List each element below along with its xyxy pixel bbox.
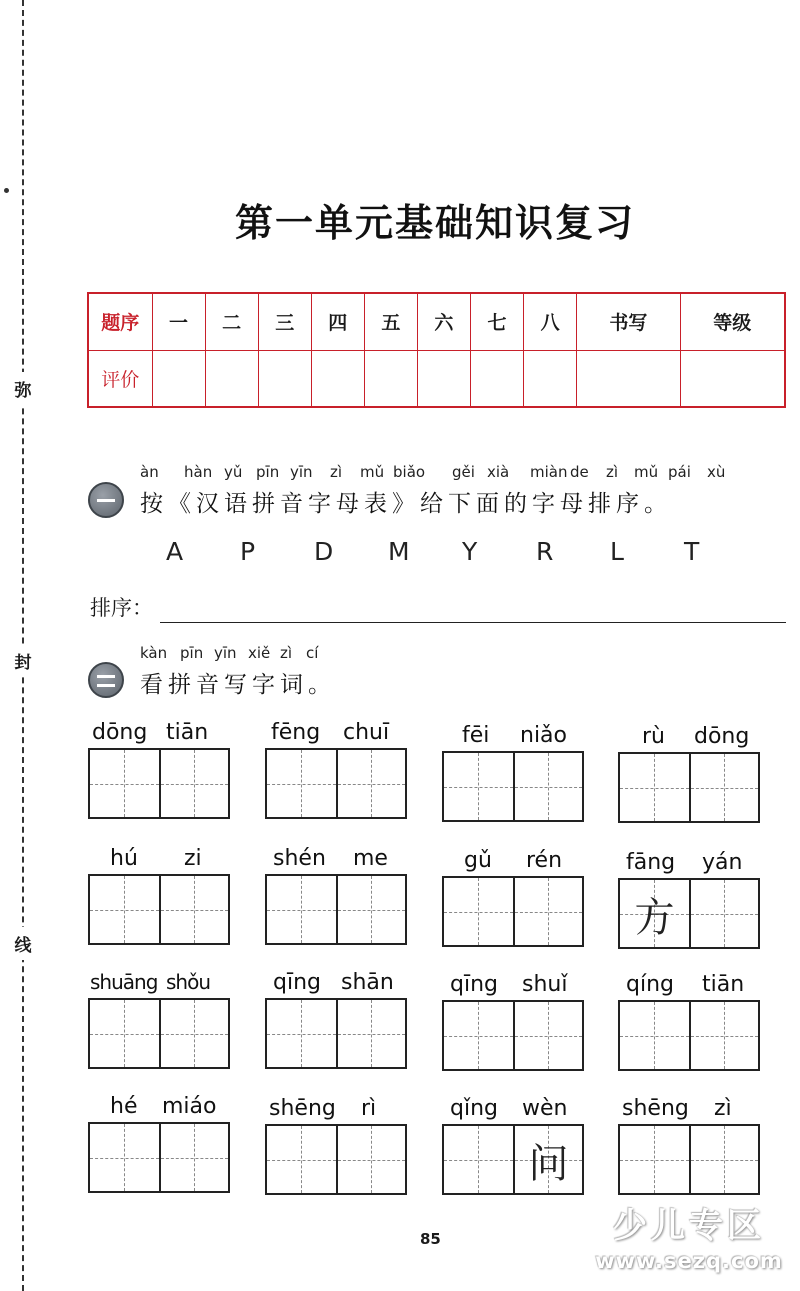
word-pinyin-2: miáo [162, 1094, 217, 1119]
word-pinyin-2: shǒu [166, 970, 211, 994]
write-cell[interactable] [159, 750, 228, 817]
write-cell[interactable] [689, 754, 758, 821]
score-col-5: 五 [364, 293, 417, 350]
write-cell[interactable] [267, 750, 336, 817]
word-pinyin-2: tiān [702, 972, 745, 997]
score-cell[interactable] [680, 350, 785, 407]
write-cell[interactable] [90, 750, 159, 817]
word-pinyin-2: wèn [522, 1096, 568, 1121]
word-pinyin-2: zì [714, 1096, 732, 1121]
watermark-url: www.sezq.com [595, 1249, 783, 1273]
pinyin-syllable: pái [668, 463, 691, 481]
word-pinyin-2: chuī [343, 720, 390, 745]
score-cell[interactable] [417, 350, 470, 407]
score-cell[interactable] [470, 350, 523, 407]
word-pinyin-2: me [353, 846, 388, 871]
letter: D [314, 537, 334, 566]
score-col-2: 二 [205, 293, 258, 350]
score-col-writing: 书写 [577, 293, 680, 350]
word-pinyin-2: dōng [694, 724, 750, 749]
word-pinyin-2: yán [702, 850, 743, 875]
written-char: 问 [528, 1141, 569, 1187]
write-cell[interactable] [620, 880, 689, 947]
score-col-3: 三 [258, 293, 311, 350]
write-cell[interactable] [620, 754, 689, 821]
word-pinyin-2: shuǐ [522, 972, 568, 997]
word-pinyin-2: zi [184, 846, 202, 871]
score-col-6: 六 [417, 293, 470, 350]
pinyin-syllable: yīn [290, 463, 313, 481]
score-cell[interactable] [205, 350, 258, 407]
word-pinyin-2: rì [361, 1096, 377, 1121]
write-cell[interactable] [90, 1124, 159, 1191]
section-number-one-icon [88, 482, 124, 518]
pinyin-syllable: hàn [184, 463, 213, 481]
word-pinyin-1: hé [110, 1094, 138, 1119]
written-char: 方 [634, 895, 675, 941]
pinyin-syllable: xù [707, 463, 726, 481]
seal-label-mi: 弥 [14, 372, 32, 405]
letter: Y [462, 537, 478, 566]
word-pinyin-1: qǐng [450, 1096, 498, 1121]
write-cell[interactable] [336, 1126, 405, 1193]
write-cell[interactable] [444, 1126, 513, 1193]
word-pinyin-1: fāng [626, 850, 676, 875]
write-cell[interactable] [513, 1126, 582, 1193]
score-row-label: 评价 [88, 350, 152, 407]
word-pinyin-1: shēng [269, 1096, 336, 1121]
write-cell[interactable] [90, 876, 159, 943]
write-cell[interactable] [620, 1002, 689, 1069]
pinyin-syllable: xiě [248, 644, 271, 662]
pinyin-syllable: pīn [256, 463, 280, 481]
word-pinyin-2: shān [341, 970, 394, 995]
score-col-8: 八 [524, 293, 577, 350]
page-number: 85 [420, 1230, 441, 1248]
write-cell[interactable] [689, 1126, 758, 1193]
word-pinyin-1: hú [110, 846, 138, 871]
pinyin-syllable: yǔ [224, 463, 243, 481]
score-header-row [88, 293, 785, 350]
word-pinyin-1: qīng [273, 970, 321, 995]
pinyin-syllable: mǔ [634, 463, 659, 481]
write-cell[interactable] [90, 1000, 159, 1067]
letter: P [240, 537, 256, 566]
seal-label-xian: 线 [14, 927, 32, 960]
score-eval-row [88, 350, 785, 407]
word-pinyin-1: dōng [92, 720, 148, 745]
write-cell[interactable] [513, 1002, 582, 1069]
score-cell[interactable] [524, 350, 577, 407]
score-table [87, 292, 786, 408]
write-cell[interactable] [513, 753, 582, 820]
letter-list [166, 537, 758, 566]
letter: M [388, 537, 410, 566]
write-cell[interactable] [336, 1000, 405, 1067]
word-pinyin-1: qīng [450, 972, 498, 997]
write-cell[interactable] [159, 1124, 228, 1191]
seal-label-feng: 封 [14, 644, 32, 677]
write-cell[interactable] [267, 1000, 336, 1067]
score-cell[interactable] [258, 350, 311, 407]
watermark-title: 少儿专区 [613, 1206, 765, 1246]
word-pinyin-1: qíng [626, 972, 674, 997]
word-pinyin-1: rù [642, 724, 665, 749]
write-cell[interactable] [689, 1002, 758, 1069]
score-cell[interactable] [577, 350, 680, 407]
write-cell[interactable] [159, 1000, 228, 1067]
word-pinyin-1: shēng [622, 1096, 689, 1121]
write-cell[interactable] [159, 876, 228, 943]
write-cell[interactable] [336, 750, 405, 817]
score-col-1: 一 [152, 293, 205, 350]
score-col-7: 七 [470, 293, 523, 350]
write-cell[interactable] [444, 878, 513, 945]
word-pinyin-1: gǔ [464, 848, 492, 873]
word-pinyin-1: fēi [462, 723, 490, 748]
word-pinyin-2: niǎo [520, 723, 567, 748]
word-pinyin-1: fēng [271, 720, 321, 745]
sort-answer-line[interactable] [160, 622, 786, 623]
pinyin-syllable: biǎo [393, 463, 426, 481]
word-pinyin-2: rén [526, 848, 563, 873]
write-cell[interactable] [689, 880, 758, 947]
pinyin-syllable: mǔ [360, 463, 385, 481]
word-pinyin-1: shuāng [90, 970, 158, 994]
score-cell[interactable] [311, 350, 364, 407]
letter: A [166, 537, 184, 566]
score-header-label: 题序 [88, 293, 152, 350]
word-pinyin-2: tiān [166, 720, 209, 745]
section2-instruction: 看拼音写字词。 [140, 672, 336, 698]
letter: T [684, 537, 700, 566]
pinyin-syllable: zì [330, 463, 343, 481]
pinyin-syllable: pīn [180, 644, 204, 662]
write-cell[interactable] [620, 1126, 689, 1193]
pinyin-syllable: de [570, 463, 589, 481]
write-cell[interactable] [444, 753, 513, 820]
watermark [584, 1198, 794, 1273]
section-number-two-icon [88, 662, 124, 698]
write-cell[interactable] [267, 876, 336, 943]
pinyin-syllable: gěi [452, 463, 475, 481]
write-cell[interactable] [513, 878, 582, 945]
sort-label: 排序： [90, 596, 153, 620]
pinyin-syllable: yīn [214, 644, 237, 662]
letter: R [536, 537, 554, 566]
section1-instruction: 按《汉语拼音字母表》给下面的字母排序。 [140, 491, 672, 517]
pinyin-syllable: zì [606, 463, 619, 481]
pinyin-syllable: àn [140, 463, 159, 481]
score-col-4: 四 [311, 293, 364, 350]
pinyin-syllable: miàn [530, 463, 568, 481]
letter: L [610, 537, 624, 566]
pinyin-syllable: kàn [140, 644, 168, 662]
write-cell[interactable] [267, 1126, 336, 1193]
score-col-grade: 等级 [680, 293, 785, 350]
write-cell[interactable] [336, 876, 405, 943]
pinyin-syllable: xià [487, 463, 510, 481]
page-title: 第一单元基础知识复习 [234, 201, 635, 245]
score-cell[interactable] [152, 350, 205, 407]
pinyin-syllable: cí [306, 644, 319, 662]
pinyin-syllable: zì [280, 644, 293, 662]
word-pinyin-1: shén [273, 846, 326, 871]
write-cell[interactable] [444, 1002, 513, 1069]
score-cell[interactable] [364, 350, 417, 407]
